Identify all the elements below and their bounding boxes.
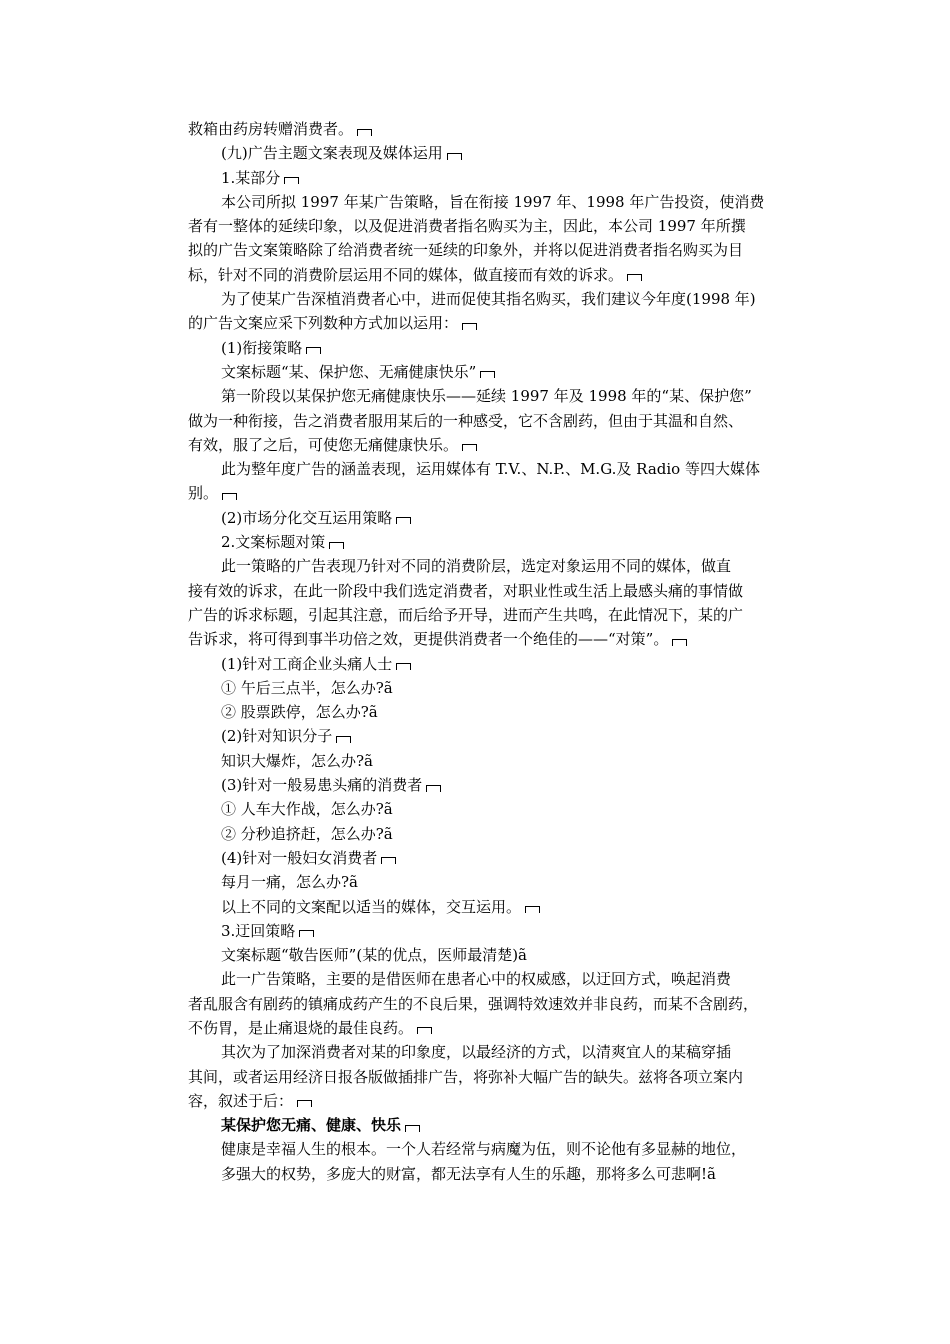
line-text: 知识大爆炸，怎么办?ã [221, 751, 373, 770]
line-text: 不伤胃，是止痛退烧的最佳良药。 [188, 1018, 414, 1037]
line-text: ② 分秒追挤赶，怎么办?ã [221, 824, 393, 843]
line-text: 有效，服了之后，可使您无痛健康快乐。 [188, 435, 459, 454]
line-text: 本公司所拟 1997 年某广告策略，旨在衔接 1997 年、1998 年广告投资，使消费 [221, 192, 765, 211]
paragraph-mark-icon [447, 153, 462, 160]
paragraph-mark-icon [426, 785, 441, 792]
text-line [188, 384, 814, 408]
line-text: (2)市场分化交互运用策略 [221, 508, 393, 527]
line-text: 多强大的权势，多庞大的财富，都无法享有人生的乐趣，那将多么可悲啊!ã [221, 1164, 716, 1183]
text-line [188, 797, 814, 821]
text-line [188, 870, 814, 894]
text-line [188, 311, 814, 335]
text-line [188, 724, 814, 748]
text-line [188, 360, 814, 384]
text-line [188, 627, 814, 651]
paragraph-mark-icon [222, 493, 237, 500]
line-text: 者乱服含有剧药的镇痛成药产生的不良后果，强调特效速效并非良药，而某不含剧药， [188, 994, 759, 1013]
text-line [188, 652, 814, 676]
text-line [188, 822, 814, 846]
line-text: 标，针对不同的消费阶层运用不同的媒体，做直接而有效的诉求。 [188, 265, 624, 284]
line-text: 文案标题“某、保护您、无痛健康快乐” [221, 362, 477, 381]
line-text: 做为一种衔接，告之消费者服用某后的一种感受，它不含剧药，但由于其温和自然、 [188, 411, 744, 430]
line-text: 其次为了加深消费者对某的印象度，以最经济的方式，以清爽宜人的某稿穿插 [221, 1043, 732, 1062]
paragraph-mark-icon [336, 736, 351, 743]
text-line [188, 700, 814, 724]
paragraph-mark-icon [329, 542, 344, 549]
text-line [188, 1065, 814, 1089]
line-text: ② 股票跌停，怎么办?ã [221, 703, 378, 722]
text-line [188, 506, 814, 530]
text-line [188, 1089, 814, 1113]
line-text: 广告的诉求标题，引起其注意，而后给予开导，进而产生共鸣，在此情况下，某的广 [188, 605, 744, 624]
text-line [188, 554, 814, 578]
paragraph-mark-icon [299, 930, 314, 937]
text-line [188, 749, 814, 773]
line-text: 此一广告策略，主要的是借医师在患者心中的权威感，以迂回方式，唤起消费 [221, 970, 732, 989]
text-line [188, 457, 814, 481]
text-line [188, 895, 814, 919]
paragraph-mark-icon [627, 274, 642, 281]
line-text: (1)针对工商企业头痛人士 [221, 654, 393, 673]
line-text: 以上不同的文案配以适当的媒体，交互运用。 [221, 897, 522, 916]
paragraph-mark-icon [525, 906, 540, 913]
line-text: 某保护您无痛、健康、快乐 [221, 1116, 402, 1135]
line-text: 此一策略的广告表现乃针对不同的消费阶层，选定对象运用不同的媒体，做直 [221, 557, 732, 576]
line-text: 3.迂回策略 [221, 921, 296, 940]
text-line [188, 967, 814, 991]
line-text: 其间，或者运用经济日报各版做插排广告，将弥补大幅广告的缺失。兹将各项立案内 [188, 1067, 744, 1086]
document-body [188, 117, 814, 1186]
line-text: 拟的广告文案策略除了给消费者统一延续的印象外，并将以促进消费者指名购买为目 [188, 241, 744, 260]
text-line [188, 1016, 814, 1040]
line-text: 救箱由药房转赠消费者。 [188, 120, 354, 138]
text-line [188, 992, 814, 1016]
text-line [188, 238, 814, 262]
line-text: (九)广告主题文案表现及媒体运用 [221, 144, 443, 163]
paragraph-mark-icon [357, 129, 372, 136]
text-line [188, 336, 814, 360]
line-text: 接有效的诉求，在此一阶段中我们选定消费者，对职业性或生活上最感头痛的事情做 [188, 581, 744, 600]
text-line [188, 846, 814, 870]
line-text: (2)针对知识分子 [221, 727, 333, 746]
line-text: 文案标题“敬告医师”(某的优点，医师最清楚)ã [221, 946, 527, 965]
paragraph-mark-icon [297, 1100, 312, 1107]
text-line [188, 943, 814, 967]
paragraph-mark-icon [396, 663, 411, 670]
line-text: 此为整年度广告的涵盖表现，运用媒体有 T.V.、N.P.、M.G.及 Radio 等四大媒体 [221, 460, 760, 479]
paragraph-mark-icon [672, 639, 687, 646]
text-line [188, 603, 814, 627]
line-text: 别。 [188, 484, 219, 503]
line-text: 健康是幸福人生的根本。一个人若经常与病魔为伍，则不论他有多显赫的地位， [221, 1140, 747, 1159]
paragraph-mark-icon [284, 177, 299, 184]
line-text: 为了使某广告深植消费者心中，进而促使其指名购买，我们建议今年度(1998 年) [221, 290, 756, 309]
line-text: 容，叙述于后： [188, 1091, 294, 1110]
text-line [188, 190, 814, 214]
text-line [188, 287, 814, 311]
text-line [188, 481, 814, 505]
line-text: ① 午后三点半，怎么办?ã [221, 678, 393, 697]
line-text: 1.某部分 [221, 168, 281, 187]
text-line [188, 773, 814, 797]
paragraph-mark-icon [462, 323, 477, 330]
text-line [188, 676, 814, 700]
paragraph-mark-icon [396, 517, 411, 524]
text-line [188, 919, 814, 943]
line-text: (3)针对一般易患头痛的消费者 [221, 776, 423, 795]
line-text: ① 人车大作战，怎么办?ã [221, 800, 393, 819]
paragraph-mark-icon [480, 371, 495, 378]
text-line [188, 433, 814, 457]
line-text: (4)针对一般妇女消费者 [221, 848, 378, 867]
paragraph-mark-icon [462, 444, 477, 451]
text-line [188, 214, 814, 238]
paragraph-mark-icon [405, 1125, 420, 1132]
line-text: (1)衔接策略 [221, 338, 303, 357]
text-line [188, 1113, 814, 1137]
text-line [188, 1162, 814, 1186]
line-text: 2.文案标题对策 [221, 533, 326, 552]
paragraph-mark-icon [306, 347, 321, 354]
text-line [188, 117, 814, 141]
text-line [188, 409, 814, 433]
text-line [188, 1040, 814, 1064]
text-line [188, 263, 814, 287]
line-text: 告诉求，将可得到事半功倍之效，更提供消费者一个绝佳的——“对策”。 [188, 630, 669, 649]
text-line [188, 1137, 814, 1161]
line-text: 第一阶段以某保护您无痛健康快乐——延续 1997 年及 1998 年的“某、保护您” [221, 387, 752, 406]
text-line [188, 530, 814, 554]
paragraph-mark-icon [381, 857, 396, 864]
line-text: 者有一整体的延续印象，以及促进消费者指名购买为主，因此，本公司 1997 年所撰 [188, 217, 746, 236]
text-line [188, 579, 814, 603]
text-line [188, 141, 814, 165]
line-text: 的广告文案应采下列数种方式加以运用： [188, 314, 459, 333]
paragraph-mark-icon [417, 1027, 432, 1034]
line-text: 每月一痛，怎么办?ã [221, 873, 358, 892]
text-line [188, 166, 814, 190]
